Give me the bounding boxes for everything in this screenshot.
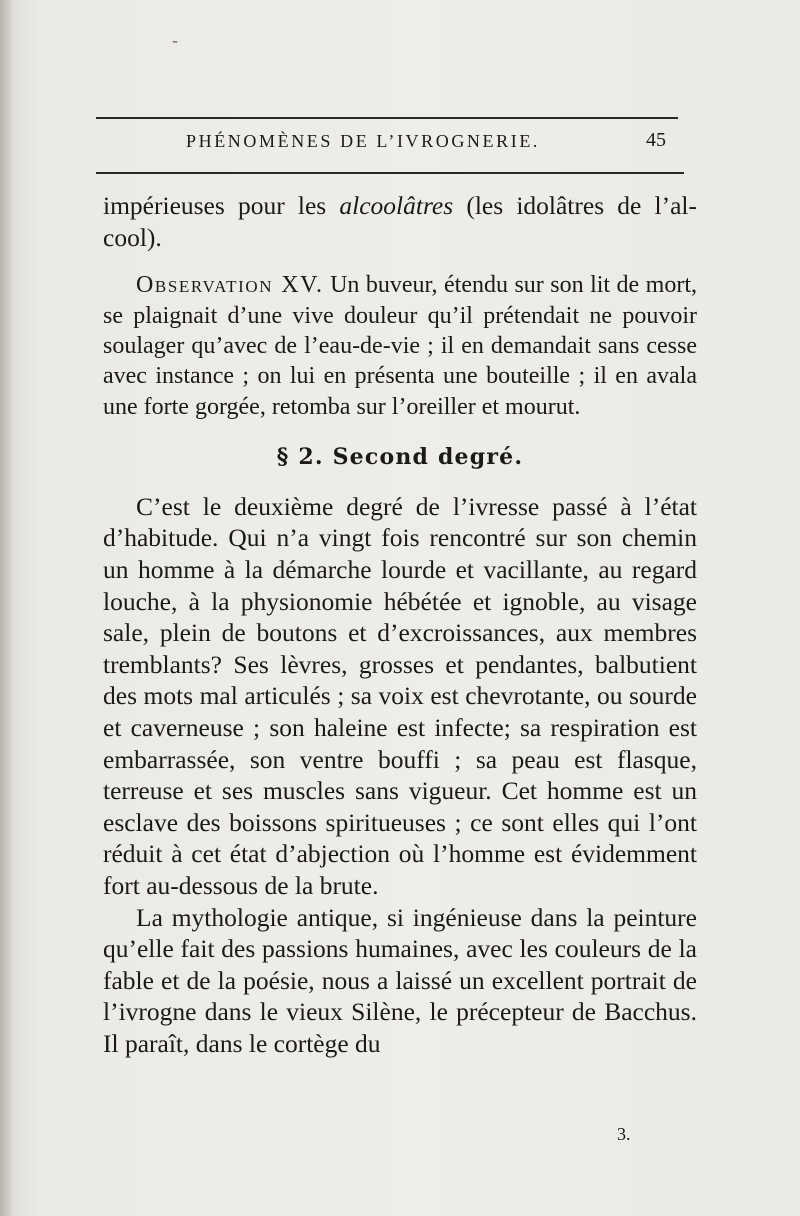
running-title: PHÉNOMÈNES DE L’IVROGNERIE. <box>186 131 541 151</box>
header-rule-top <box>96 117 678 119</box>
paragraph-text: (les idolâtres de l’alcool). <box>103 191 698 252</box>
gutter-shadow <box>0 0 14 1216</box>
paragraph-mythology: La mythologie antique, si ingénieuse dans la peinture qu’elle fait des passions humaines, avec les couleurs de la fable et de la poésie, nous a laissé un excellent portrait de l’ivrogne dans le vieux Silène, le précepteur de Bacchus. Il paraît, dans le cortège du <box>103 902 697 1058</box>
paragraph-second-degree: C’est le deuxième degré de l’ivresse passé à l’état d’habitude. Qui n’a vingt fois rencontré sur son chemin un homme à la démarche lourde et vacillante, au regard louche, à la physionomie hébétée et ignoble, au visage sale, plein de boutons et d’excroissances, aux membres tremblants? Ses lèvres, grosses et pendantes, balbutient des mots mal articulés ; sa voix est chevrotante, ou sourde et caverneuse ; son haleine est infecte; sa respiration est embarrassée, son ventre bouffi ; sa peau est flasque, terreuse et ses muscles sans vigueur. Cet homme est un esclave des boissons spiritueuses ; ce sont elles qui l’ont réduit à cet état d’abjection où l’homme est évidemment fort au-dessous de la brute. <box>103 491 697 900</box>
observation-text: Un buveur, étendu sur son lit de mort, se plaignait d’une vive douleur qu’il prétendait ne pouvoir soulager qu’avec de l’eau-de-vie ; il en demandait sans cesse avec instance ; on lui en présenta une bouteille ; il en avala une forte gorgée, retomba sur l’oreiller et mourut. <box>103 272 697 420</box>
text-block <box>103 190 697 1060</box>
observation-label: Observation XV. <box>136 272 324 299</box>
header-rule-bottom <box>96 172 684 174</box>
italic-term: alcoolâtres <box>339 191 454 220</box>
section-heading: § 2. Second degré. <box>276 444 524 471</box>
observation-paragraph <box>103 270 697 422</box>
signature-mark: 3. <box>617 1124 631 1144</box>
page-number: 45 <box>646 129 666 151</box>
paragraph-text: impérieuses pour les <box>103 191 340 220</box>
paragraph-continuation <box>103 190 697 253</box>
ink-speck: - <box>172 30 178 50</box>
